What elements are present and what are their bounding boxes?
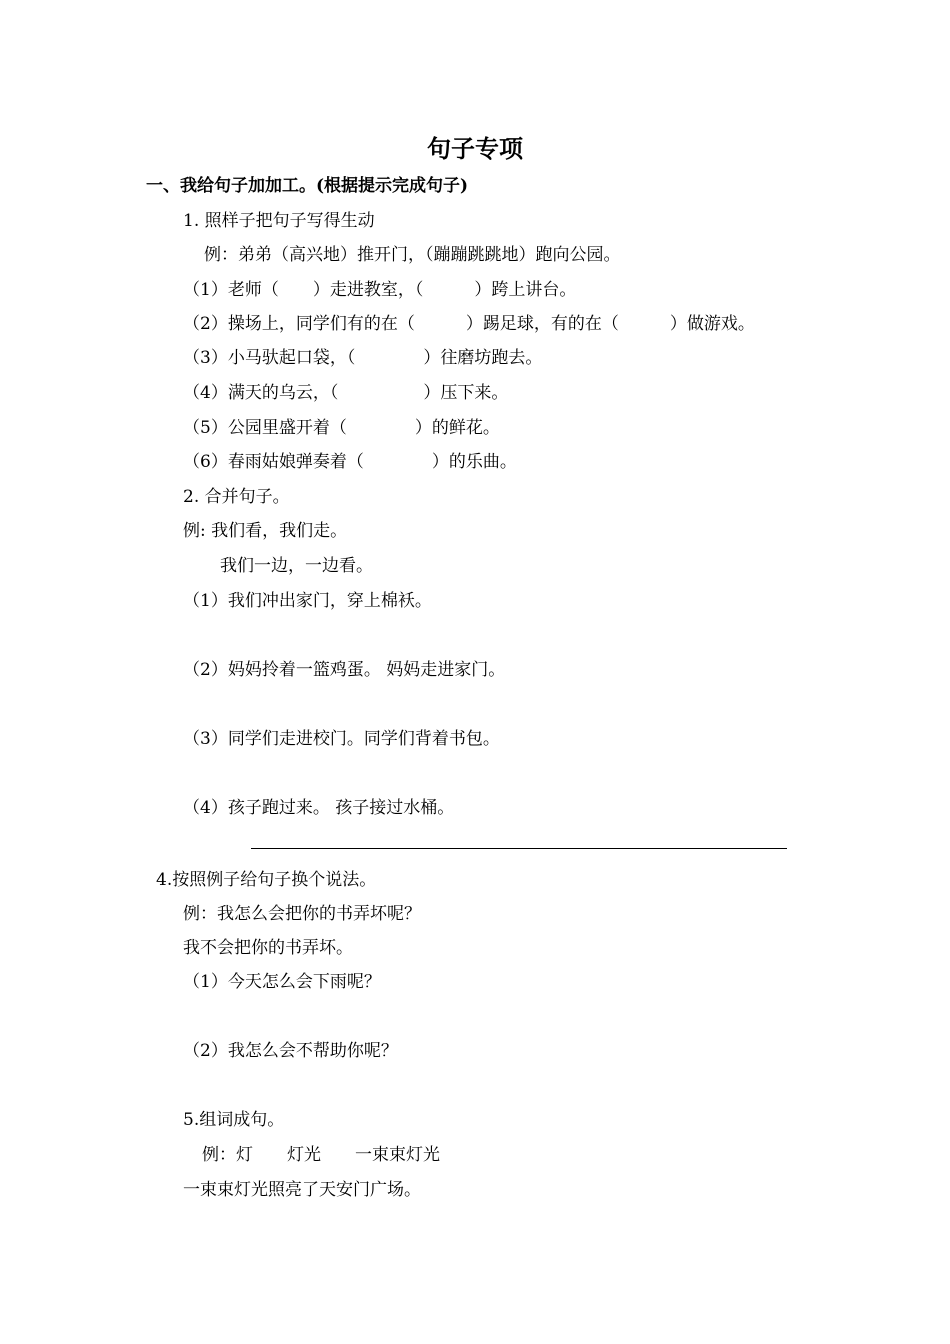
divider-line	[251, 848, 787, 849]
part-1-item: （5）公园里盛开着（ ）的鲜花。	[183, 418, 500, 438]
part-1-item: （6）春雨姑娘弹奏着（ ）的乐曲。	[183, 452, 517, 472]
part-1-item: （4）满天的乌云，（ ）压下来。	[183, 383, 509, 403]
section-4-item: （2）我怎么会不帮助你呢？	[183, 1041, 398, 1061]
part-2-item: （1）我们冲出家门，穿上棉袄。	[183, 591, 432, 611]
part-1-item: （2）操场上，同学们有的在（ ）踢足球，有的在（ ）做游戏。	[183, 314, 755, 334]
page-title: 句子专项	[427, 134, 523, 163]
part-2-label: 2. 合并句子。	[183, 487, 290, 507]
section-4-label: 4.按照例子给句子换个说法。	[156, 870, 377, 890]
part-2-item: （3）同学们走进校门。同学们背着书包。	[183, 729, 500, 749]
part-1-item: （3）小马驮起口袋，（ ）往磨坊跑去。	[183, 348, 543, 368]
section-5-example-answer: 一束束灯光照亮了天安门广场。	[183, 1180, 421, 1200]
part-2-example-answer: 我们一边，一边看。	[220, 556, 373, 576]
part-1-example: 例：弟弟（高兴地）推开门，（蹦蹦跳跳地）跑向公园。	[204, 245, 621, 265]
part-1-label: 1. 照样子把句子写得生动	[183, 211, 375, 231]
section-5-example: 例：灯 灯光 一束束灯光	[202, 1145, 440, 1165]
section-4-example: 例：我怎么会把你的书弄坏呢？	[183, 904, 421, 924]
part-2-item: （4）孩子跑过来。 孩子接过水桶。	[183, 798, 455, 818]
section-5-label: 5.组词成句。	[183, 1110, 285, 1130]
section-4-example-answer: 我不会把你的书弄坏。	[183, 938, 353, 958]
part-1-item: （1）老师（ ）走进教室，（ ）跨上讲台。	[183, 280, 577, 300]
part-2-example: 例: 我们看，我们走。	[183, 521, 348, 541]
section-4-item: （1）今天怎么会下雨呢？	[183, 972, 381, 992]
section-1-heading: 一、我给句子加加工。(根据提示完成句子)	[146, 176, 469, 196]
part-2-item: （2）妈妈拎着一篮鸡蛋。 妈妈走进家门。	[183, 660, 506, 680]
